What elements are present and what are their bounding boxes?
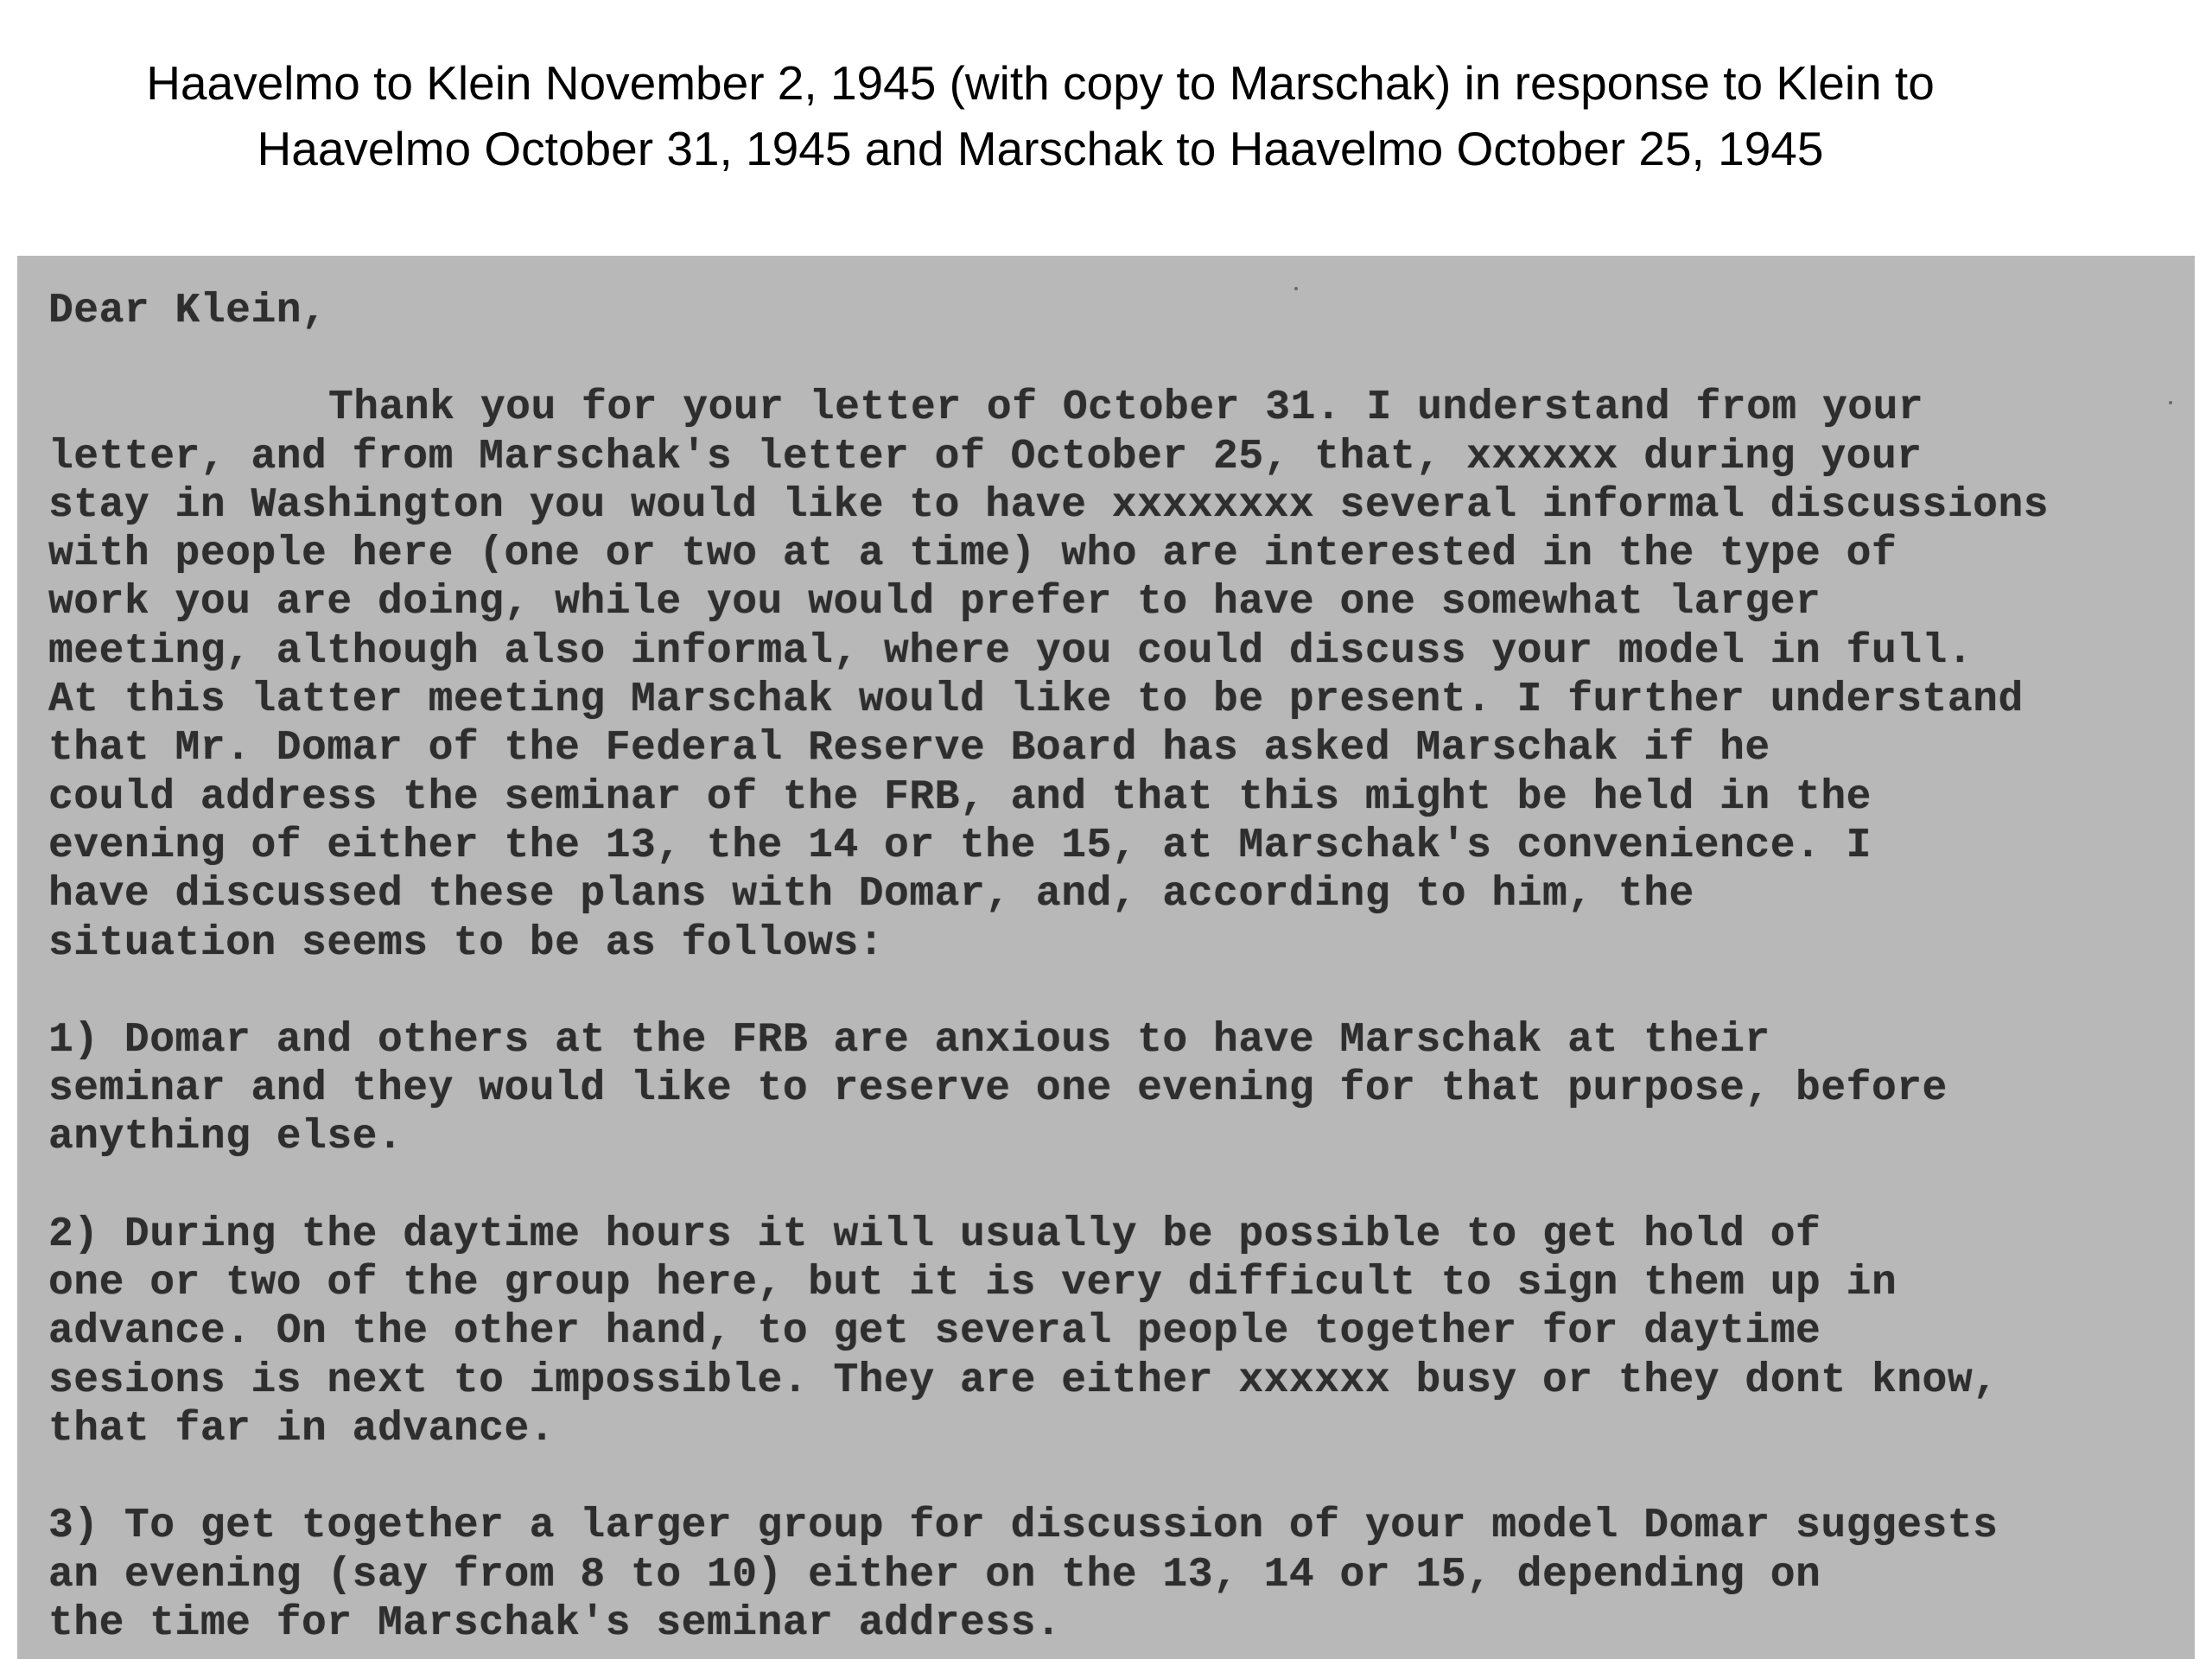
letter-line: an evening (say from 8 to 10) either on the 13, 14 or 15, depending on [48, 1551, 1821, 1599]
letter-line: letter, and from Marschak's letter of October 25, that, xxxxxx during your [48, 433, 1923, 480]
paragraph-gap [48, 1453, 2186, 1502]
letter-line: evening of either the 13, the 14 or the 15, at Marschak's convenience. I [48, 822, 1872, 869]
title-line-1: Haavelmo to Klein November 2, 1945 (with copy to Marschak) in response to Klein to [146, 56, 1935, 110]
letter-line: anything else. [48, 1114, 404, 1161]
slide-title [0, 50, 2081, 181]
letter-line: the time for Marschak's seminar address. [48, 1599, 1062, 1647]
letter-paragraph-1 [48, 384, 2186, 968]
letter-line: sesions is next to impossible. They are either xxxxxx busy or they dont know, [48, 1357, 1999, 1404]
letter-item-2 [48, 1211, 2186, 1453]
letter-line: that far in advance. [48, 1405, 556, 1452]
letter-line: one or two of the group here, but it is very difficult to sign them up in [48, 1260, 1897, 1307]
letter-item-1 [48, 1016, 2186, 1162]
typewritten-letter [48, 287, 2186, 1648]
letter-line: work you are doing, while you would prefer to have one somewhat larger [48, 579, 1821, 626]
letter-line: could address the seminar of the FRB, and that this might be held in the [48, 773, 1872, 821]
letter-line: that Mr. Domar of the Federal Reserve Board has asked Marschak if he [48, 725, 1770, 772]
letter-line: 3) To get together a larger group for discussion of your model Domar suggests [48, 1503, 1999, 1550]
letter-line: situation seems to be as follows: [48, 919, 885, 967]
letter-line: have discussed these plans with Domar, and, according to him, the [48, 871, 1694, 918]
paragraph-gap [48, 968, 2186, 1016]
letter-line: Thank you for your letter of October 31. I understand from your [328, 385, 1924, 432]
letter-line: 1) Domar and others at the FRB are anxious to have Marschak at their [48, 1016, 1770, 1064]
letter-line: with people here (one or two at a time) who are interested in the type of [48, 531, 1897, 578]
letter-line: advance. On the other hand, to get several people together for daytime [48, 1308, 1821, 1356]
paragraph-gap [48, 335, 2186, 384]
letter-line: 2) During the daytime hours it will usually be possible to get hold of [48, 1211, 1821, 1258]
letter-line: stay in Washington you would like to have xxxxxxxx several informal discussions [48, 481, 2050, 529]
letter-item-3 [48, 1502, 2186, 1648]
scanned-letter-image [17, 256, 2195, 1659]
title-line-2: Haavelmo October 31, 1945 and Marschak to Haavelmo October 25, 1945 [257, 122, 1824, 175]
paragraph-gap [48, 1162, 2186, 1211]
letter-salutation: Dear Klein, [48, 288, 327, 334]
letter-line: At this latter meeting Marschak would like to be present. I further understand [48, 677, 2024, 724]
letter-line: meeting, although also informal, where you could discuss your model in full. [48, 627, 1974, 675]
letter-line: seminar and they would like to reserve one evening for that purpose, before [48, 1065, 1948, 1113]
